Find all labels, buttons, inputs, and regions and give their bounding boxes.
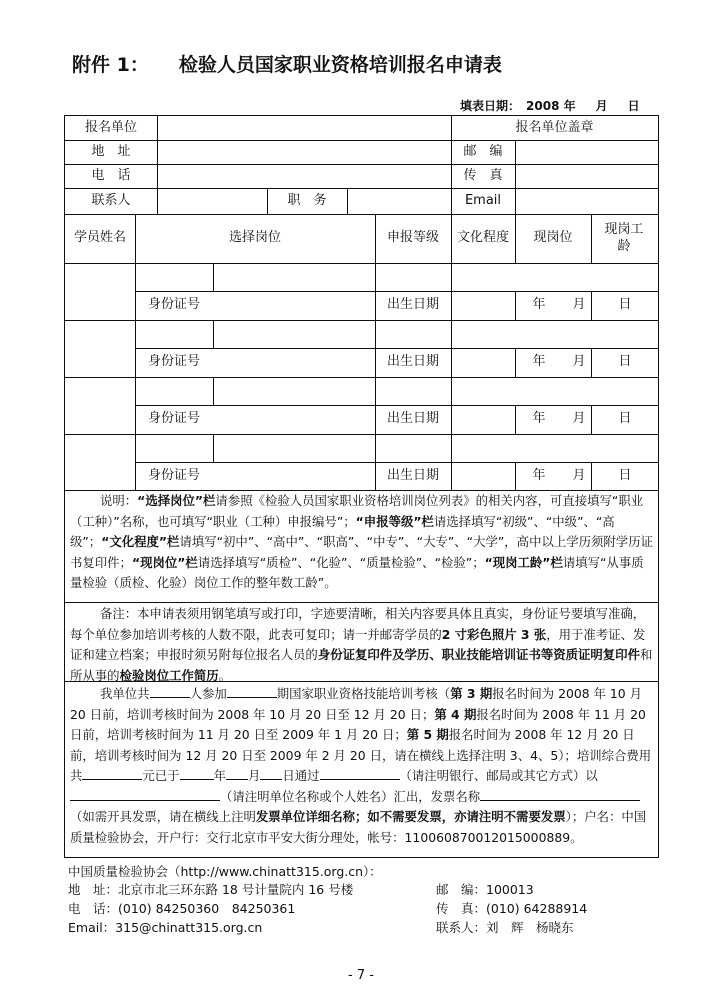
id-label: 身份证号 bbox=[147, 411, 200, 427]
form-title: 检验人员国家职业资格培训报名申请表 bbox=[178, 54, 502, 76]
fill-date-month: 月 bbox=[595, 99, 608, 113]
unit-label: 报名单位 bbox=[84, 119, 137, 135]
col-level: 申报等级 bbox=[386, 230, 439, 246]
id-label: 身份证号 bbox=[147, 354, 200, 370]
footer-postcode: 邮 编：100013 bbox=[436, 882, 534, 897]
birth-label: 出生日期 bbox=[386, 411, 439, 427]
col-student-name: 学员姓名 bbox=[73, 230, 126, 246]
fill-date-day: 日 bbox=[627, 99, 640, 113]
remark-note: 备注：本申请表须用钢笔填写或打印，字迹要清晰，相关内容要具体且真实，身份证号要填写准确，每个单位参加培训考核的人数不限，此表可复印；请一并邮寄学员的2 寸彩色照片 3 张，用于准考证、发证和建立档案；申报时须另附每位报名人员的身份证复印件及学历、职业技能培训证书等资质证明复印件和所从事的检验岗位工作简历。 bbox=[70, 606, 653, 683]
registration-note: 我单位共 人参加 期国家职业资格技能培训考核（第 3 期报名时间为 2008 年 10 月 20 日前，培训考核时间为 2008 年 10 月 20 日至 12 月 20 日；第 4 期报名时间为 2008 年 11 月 20 日前，培训考核时间为 11 月 20 日至 2009 年 1 月 20 日；第 5 期报名时间为 2008 年 12 月 20 日前，培训考核时间为 12 月 20 日至 2009 年 2 月 20 日，请在横线上选择注明 3、4、5）；培训综合费用共 元已于 年 月 日通过 （请注明银行、邮局或其它方式）以（请注明单位名称或个人姓名）汇出，发票名称（如需开具发票，请在横线上注明发票单位详细名称；如不需要发票，亦请注明不需要发票）；户名：中国质量检验协会，开户行：交行北京市平安大街分理处，帐号：110060870012015000889。 bbox=[70, 686, 652, 845]
page-number: - 7 - bbox=[348, 968, 374, 983]
birth-year: 年 bbox=[532, 354, 546, 370]
col-current-post: 现岗位 bbox=[533, 230, 573, 246]
col-education: 文化程度 bbox=[457, 230, 510, 246]
birth-label: 出生日期 bbox=[386, 297, 439, 313]
birth-label: 出生日期 bbox=[386, 354, 439, 370]
footer-address: 地 址：北京市北三环东路 18 号计量院内 16 号楼 bbox=[68, 882, 354, 897]
birth-day: 日 bbox=[618, 467, 632, 483]
page-title bbox=[72, 50, 502, 77]
birth-year: 年 bbox=[532, 411, 546, 427]
email-label: Email bbox=[464, 192, 502, 208]
explain-note: 说明：“选择岗位”栏请参照《检验人员国家职业资格培训岗位列表》的相关内容，可直接填写“职业（工种）”名称，也可填写“职业（工种）申报编号”；“申报等级”栏请选择填写“初级”、“中级”、“高级”；“文化程度”栏请填写“初中”、“高中”、“职高”、“中专”、“大专”、“大学”，高中以上学历须附学历证书复印件；“现岗位”栏请选择填写“质检”、“化验”、“质量检验”、“检验”；“现岗工龄”栏请填写“从事质量检验（质检、化验）岗位工作的整年数工龄”。 bbox=[70, 493, 653, 590]
birth-month: 月 bbox=[572, 411, 586, 427]
birth-label: 出生日期 bbox=[386, 467, 439, 483]
postcode-label: 邮 编 bbox=[463, 143, 503, 159]
id-label: 身份证号 bbox=[147, 297, 200, 313]
birth-year: 年 bbox=[532, 297, 546, 313]
address-label: 地 址 bbox=[91, 143, 131, 159]
footer-email: Email：315@chinatt315.org.cn bbox=[68, 920, 263, 935]
phone-label: 电 话 bbox=[91, 167, 131, 183]
contact-label: 联系人 bbox=[91, 192, 131, 208]
birth-day: 日 bbox=[618, 354, 632, 370]
birth-day: 日 bbox=[618, 297, 632, 313]
stamp-label: 报名单位盖章 bbox=[515, 119, 594, 135]
col-post-years: 现岗工龄 bbox=[604, 222, 644, 254]
footer-phone: 电 话：(010) 84250360 84250361 bbox=[68, 901, 296, 916]
id-label: 身份证号 bbox=[147, 467, 200, 483]
footer-fax: 传 真：(010) 64288914 bbox=[436, 901, 588, 916]
fax-label: 传 真 bbox=[463, 167, 503, 183]
birth-month: 月 bbox=[572, 354, 586, 370]
footer-org: 中国质量检验协会（http://www.chinatt315.org.cn）： bbox=[68, 864, 382, 879]
fill-date-label: 填表日期： bbox=[460, 99, 521, 113]
attachment-label: 附件 1： bbox=[72, 54, 149, 76]
birth-day: 日 bbox=[618, 411, 632, 427]
fill-date-year: 2008 年 bbox=[526, 99, 576, 113]
position-label: 职 务 bbox=[287, 192, 327, 208]
col-job-choice: 选择岗位 bbox=[228, 230, 281, 246]
birth-year: 年 bbox=[532, 467, 546, 483]
fill-date bbox=[460, 97, 646, 114]
footer-contact: 联系人：刘 辉 杨晓东 bbox=[436, 920, 574, 935]
birth-month: 月 bbox=[572, 467, 586, 483]
birth-month: 月 bbox=[572, 297, 586, 313]
